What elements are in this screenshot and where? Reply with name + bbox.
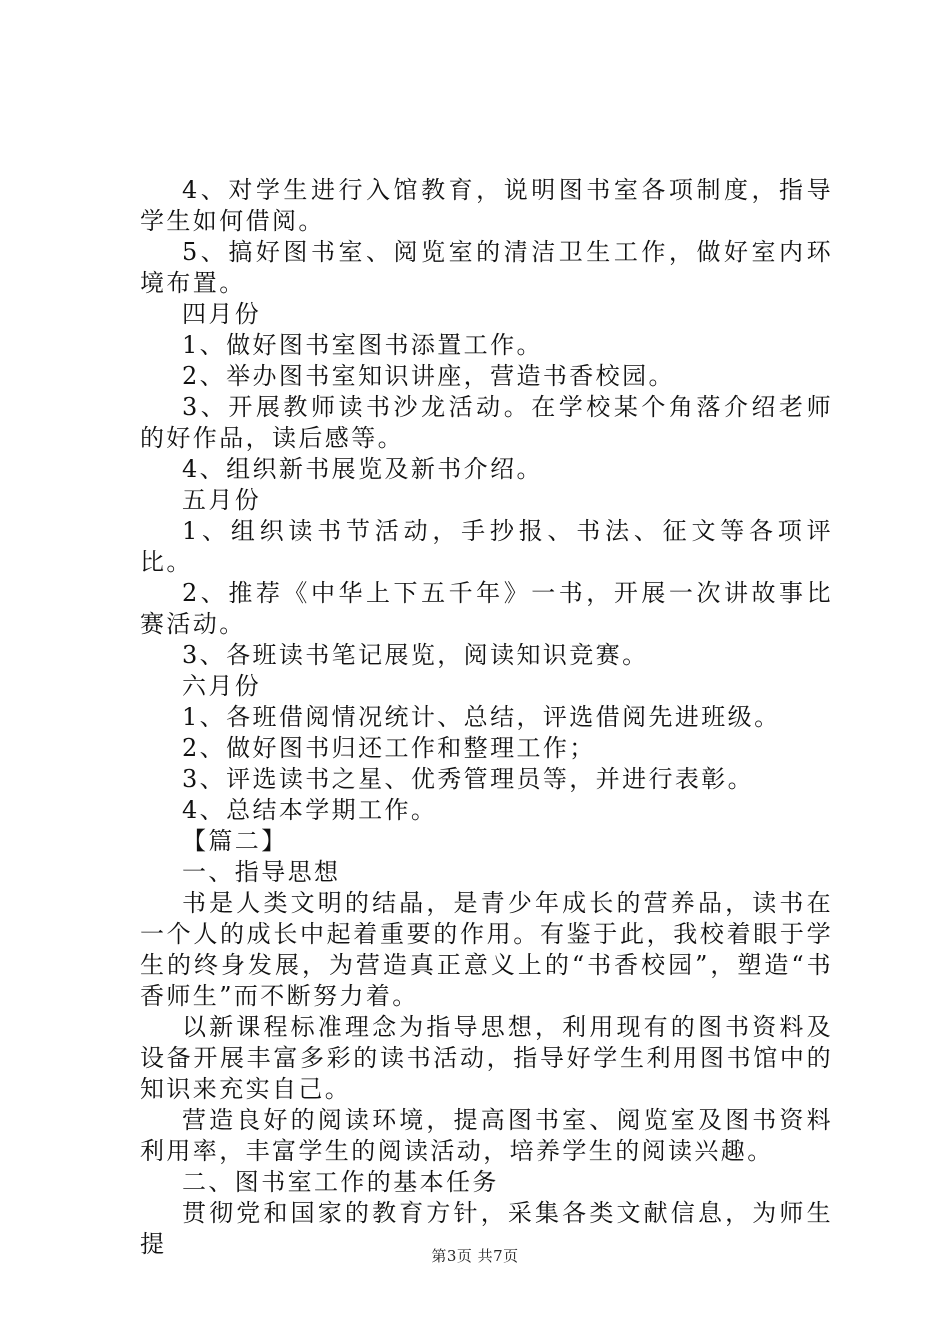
paragraph: 书是人类文明的结晶，是青少年成长的营养品，读书在一个人的成长中起着重要的作用。有鉴于此，我校着眼于学生的终身发展，为营造真正意义上的“书香校园”，塑造“书香师生”而不断努力着。 bbox=[140, 889, 833, 1010]
paragraph: 贯彻党和国家的教育方针，采集各类文献信息，为师生提 bbox=[140, 1199, 833, 1258]
paragraph: 3、开展教师读书沙龙活动。在学校某个角落介绍老师的好作品，读后感等。 bbox=[140, 393, 833, 452]
paragraph: 2、举办图书室知识讲座，营造书香校园。 bbox=[182, 362, 675, 390]
section-heading-june: 六月份 bbox=[182, 672, 262, 700]
paragraph: 3、各班读书笔记展览，阅读知识竞赛。 bbox=[182, 641, 649, 669]
paragraph: 4、总结本学期工作。 bbox=[182, 796, 438, 824]
paragraph: 4、组织新书展览及新书介绍。 bbox=[182, 455, 543, 483]
page-footer: 第3页 共7页 bbox=[431, 1247, 519, 1265]
section-heading-may: 五月份 bbox=[182, 486, 262, 514]
paragraph: 5、搞好图书室、阅览室的清洁卫生工作，做好室内环境布置。 bbox=[140, 238, 833, 297]
section-heading-basic-tasks: 二、图书室工作的基本任务 bbox=[182, 1168, 499, 1196]
paragraph: 1、各班借阅情况统计、总结，评选借阅先进班级。 bbox=[182, 703, 781, 731]
document-body bbox=[140, 175, 833, 1260]
paragraph: 1、做好图书室图书添置工作。 bbox=[182, 331, 543, 359]
section-heading-guiding-thought: 一、指导思想 bbox=[182, 858, 341, 886]
paragraph: 2、推荐《中华上下五千年》一书，开展一次讲故事比赛活动。 bbox=[140, 579, 833, 638]
section-heading-april: 四月份 bbox=[182, 300, 262, 328]
paragraph: 4、对学生进行入馆教育，说明图书室各项制度，指导学生如何借阅。 bbox=[140, 176, 833, 235]
part-heading: 【篇二】 bbox=[182, 827, 288, 855]
paragraph: 营造良好的阅读环境，提高图书室、阅览室及图书资料利用率，丰富学生的阅读活动，培养学生的阅读兴趣。 bbox=[140, 1106, 833, 1165]
paragraph: 1、组织读书节活动，手抄报、书法、征文等各项评比。 bbox=[140, 517, 833, 576]
paragraph: 3、评选读书之星、优秀管理员等，并进行表彰。 bbox=[182, 765, 755, 793]
paragraph: 以新课程标准理念为指导思想，利用现有的图书资料及设备开展丰富多彩的读书活动，指导好学生利用图书馆中的知识来充实自己。 bbox=[140, 1013, 833, 1103]
paragraph: 2、做好图书归还工作和整理工作； bbox=[182, 734, 596, 762]
